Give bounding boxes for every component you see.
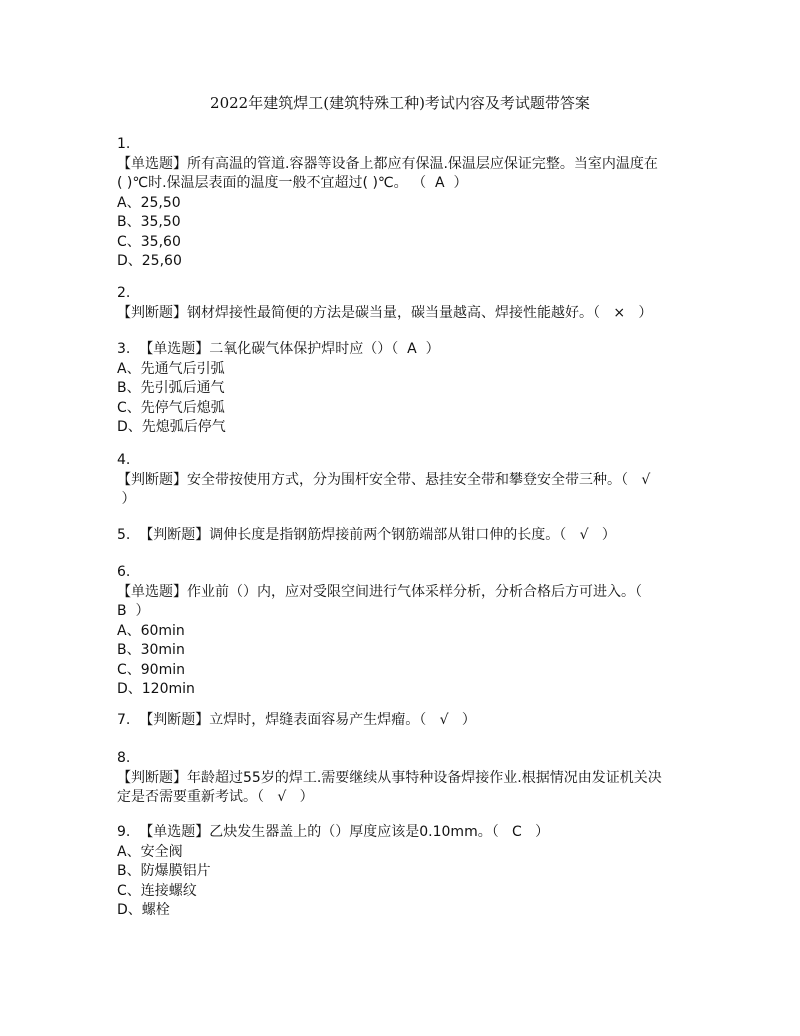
question-text: 3. 【单选题】二氧化碳气体保护焊时应（）（ A ） xyxy=(117,341,440,357)
question-1 xyxy=(117,135,687,272)
option-c: C、90min xyxy=(117,661,185,678)
question-text: 【判断题】安全带按使用方式，分为围杆安全带、悬挂安全带和攀登安全带三种。（ √ xyxy=(117,471,651,488)
option-a: A、25,50 xyxy=(117,194,181,211)
question-text: 【判断题】年龄超过55岁的焊工.需要继续从事特种设备焊接作业.根据情况由发证机关决 xyxy=(117,769,662,786)
question-3 xyxy=(117,340,687,438)
question-number: 2. xyxy=(117,285,131,301)
option-b: B、防爆膜铝片 xyxy=(117,863,211,879)
question-6 xyxy=(117,563,687,700)
question-text: 9. 【单选题】乙炔发生器盖上的（）厚度应该是0.10mm。（ C ） xyxy=(117,824,550,840)
option-a: A、60min xyxy=(117,622,185,639)
option-b: B、30min xyxy=(117,642,185,658)
option-c: C、先停气后熄弧 xyxy=(117,399,225,416)
question-5 xyxy=(117,526,687,546)
question-text: 【单选题】作业前（）内，应对受限空间进行气体采样分析，分析合格后方可进入。（ xyxy=(117,583,642,600)
question-text: 5. 【判断题】调伸长度是指钢筋焊接前两个钢筋端部从钳口伸的长度。（ √ ） xyxy=(117,527,616,543)
option-d: D、先熄弧后停气 xyxy=(117,419,226,435)
question-text: 【判断题】钢材焊接性最简便的方法是碳当量，碳当量越高、焊接性能越好。（ × ） xyxy=(117,304,653,321)
option-c: C、35,60 xyxy=(117,233,181,250)
question-4 xyxy=(117,451,687,510)
question-9 xyxy=(117,823,687,921)
option-a: A、先通气后引弧 xyxy=(117,360,225,377)
question-2 xyxy=(117,284,687,323)
option-d: D、螺栓 xyxy=(117,902,170,918)
question-text: ( )℃时.保温层表面的温度一般不宜超过( )℃。 （ A ） xyxy=(117,175,468,191)
option-b: B、35,50 xyxy=(117,214,181,230)
option-d: D、120min xyxy=(117,681,195,697)
question-text: B ） xyxy=(117,603,150,619)
question-number: 4. xyxy=(117,452,131,468)
option-a: A、安全阀 xyxy=(117,843,183,860)
option-b: B、先引弧后通气 xyxy=(117,380,225,396)
question-text: ） xyxy=(117,491,136,507)
option-d: D、25,60 xyxy=(117,253,182,269)
question-text: 【单选题】所有高温的管道.容器等设备上都应有保温.保温层应保证完整。当室内温度在 xyxy=(117,155,658,172)
option-c: C、连接螺纹 xyxy=(117,882,197,899)
question-number: 8. xyxy=(117,750,131,766)
question-text: 定是否需要重新考试。（ √ ） xyxy=(117,789,314,805)
document-title: 2022年建筑焊工(建筑特殊工种)考试内容及考试题带答案 xyxy=(210,94,590,112)
question-text: 7. 【判断题】立焊时，焊缝表面容易产生焊瘤。（ √ ） xyxy=(117,712,476,728)
question-number: 1. xyxy=(117,136,131,152)
question-7 xyxy=(117,711,687,731)
question-8 xyxy=(117,749,687,808)
question-number: 6. xyxy=(117,564,131,580)
